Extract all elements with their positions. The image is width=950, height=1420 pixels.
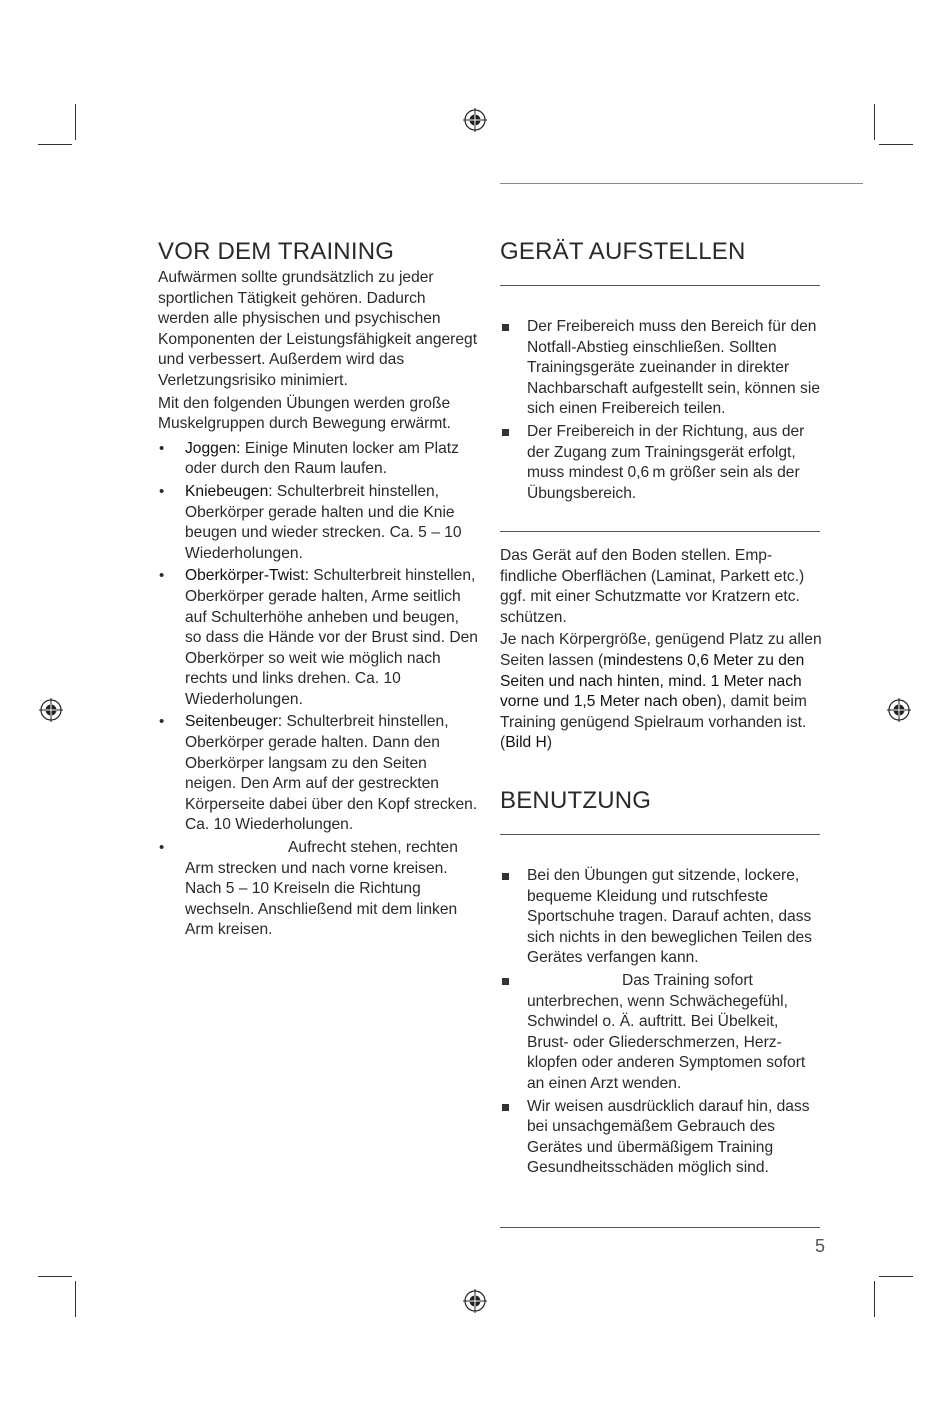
crop-mark-top-left-v <box>75 104 76 140</box>
setup-list <box>500 317 822 504</box>
list-item: Bei den Übungen gut sitzende, lockere, bequeme Kleidung und rutschfeste Sportschuhe tragen. Darauf achten, dass sich nichts in den beweglichen Teilen des Gerätes verfangen kann. <box>500 866 822 969</box>
para-text: Je nach Körpergröße, genügend Platz zu allen Seiten lassen ( <box>500 631 822 669</box>
list-item <box>158 566 478 710</box>
registration-mark-left-icon <box>39 698 63 722</box>
list-item <box>158 712 478 836</box>
setup-paragraphs <box>500 546 822 756</box>
list-item-term: Kniebeugen <box>185 482 269 500</box>
usage-list <box>500 866 822 1179</box>
setup-list-end-rule <box>500 531 820 532</box>
crop-mark-top-right-h <box>879 144 913 145</box>
heading-geraet-aufstellen: GERÄT AUFSTELLEN <box>500 238 746 265</box>
intro-paragraph: Aufwärmen sollte grundsätzlich zu jeder sportlichen Tätigkeit gehören. Dadurch werden alle physischen und psychischen Komponenten der Leistungsfähigkeit angeregt und verbessert. Außerdem wird das Verletzungsrisiko minimiert. <box>158 269 478 389</box>
list-item: Wir weisen ausdrücklich darauf hin, dass bei unsachgemäßem Gebrauch des Gerätes und übermäßigem Training Gesundheitsschäden möglich sind. <box>500 1097 822 1179</box>
list-item <box>500 971 822 1095</box>
heading-vor-dem-training: VOR DEM TRAINING <box>158 238 395 265</box>
space-requirement-text: mindestens 0,6 Meter zu den Seiten und nach hinten, mind. 1 Meter nach vorne und 1,5 Meter nach oben <box>500 651 805 711</box>
list-item-text: Schulterbreit hinstellen, Oberkörper gerade halten, Arme seitlich auf Schulterhöhe anheben und beugen, so dass die Hände vor der Brust sind. Den Oberkörper so weit wie möglich nach rechts und links drehen. Ca. 10 Wiederholungen. <box>185 567 478 708</box>
figure-reference: Bild H <box>505 734 547 752</box>
left-column <box>158 237 478 943</box>
crop-mark-bottom-right-h <box>879 1276 913 1277</box>
para-text: ) <box>546 734 553 752</box>
list-item-text: Schulterbreit hinstellen, Oberkörper gerade halten. Dann den Oberkörper langsam zu den Seiten neigen. Den Arm auf der gestreckten Körperseite dabei über den Kopf strecken. Ca. 10 Wiederholungen. <box>185 713 478 834</box>
list-item-term: Joggen: <box>185 439 241 457</box>
list-item <box>158 439 478 480</box>
usage-list-block <box>500 866 822 1181</box>
setup-heading-rule <box>500 285 820 286</box>
warmup-list <box>158 439 478 941</box>
registration-mark-right-icon <box>887 698 911 722</box>
registration-mark-top-icon <box>463 108 487 132</box>
setup-paragraph-1: Das Gerät auf den Boden stellen. Empfindliche Oberflächen (Laminat, Parkett etc.) ggf. mit einer Schutzmatte vor Kratzern etc. schützen. <box>500 547 805 626</box>
setup-list-block <box>500 317 822 506</box>
page-number: 5 <box>815 1236 826 1256</box>
list-item-term: Seitenbeuger: <box>185 713 283 731</box>
usage-heading-rule <box>500 834 820 835</box>
usage-section <box>500 786 822 816</box>
list-item-text: Das Training sofort unterbrechen, wenn Schwächegefühl, Schwindel o. Ä. auftritt. Bei Übelkeit, Brust- oder Gliederschmerzen, Herzklopfen oder anderen Symptomen sofort an einen Arzt wenden. <box>527 971 806 1092</box>
list-item-text: : Schulterbreit hinstellen, Oberkörper gerade halten und die Knie beugen und wieder strecken. Ca. 5 – 10 Wiederholungen. <box>185 482 462 562</box>
top-rule <box>500 183 863 184</box>
para-text: ), damit beim Training genügend Spielraum vorhanden ist. ( <box>500 693 807 752</box>
setup-section <box>500 237 822 267</box>
crop-mark-bottom-right-v <box>874 1281 875 1317</box>
usage-list-end-rule <box>500 1227 820 1228</box>
list-item-text: Aufrecht stehen, rechten Arm strecken und nach vorne kreisen. Nach 5 – 10 Kreiseln die Richtung wechseln. Anschließend mit dem linken Arm kreisen. <box>185 839 458 939</box>
crop-mark-top-left-h <box>38 144 72 145</box>
list-item <box>158 482 478 564</box>
list-item: Der Freibereich muss den Bereich für den Notfall-Abstieg einschließen. Sollten Trainingsgeräte zueinander in direkter Nachbarschaft aufgestellt sein, können sie sich einen Freibereich teilen. <box>500 317 822 420</box>
crop-mark-bottom-left-h <box>38 1276 72 1277</box>
crop-mark-bottom-left-v <box>75 1281 76 1317</box>
list-item-text: Einige Minuten locker am Platz oder durch den Raum laufen. <box>185 439 459 478</box>
heading-benutzung: BENUTZUNG <box>500 787 652 814</box>
intro-paragraph-2: Mit den folgenden Übungen werden große Muskelgruppen durch Bewegung erwärmt. <box>158 394 451 433</box>
list-item <box>158 838 478 941</box>
crop-mark-top-right-v <box>874 104 875 140</box>
registration-mark-bottom-icon <box>463 1289 487 1313</box>
list-item-term: Oberkörper-Twist: <box>185 567 309 585</box>
list-item: Der Freibereich in der Richtung, aus der der Zugang zum Trainingsgerät erfolgt, muss mindest 0,6 m größer sein als der Übungsbereich. <box>500 422 822 504</box>
setup-paragraph-2 <box>500 630 822 754</box>
